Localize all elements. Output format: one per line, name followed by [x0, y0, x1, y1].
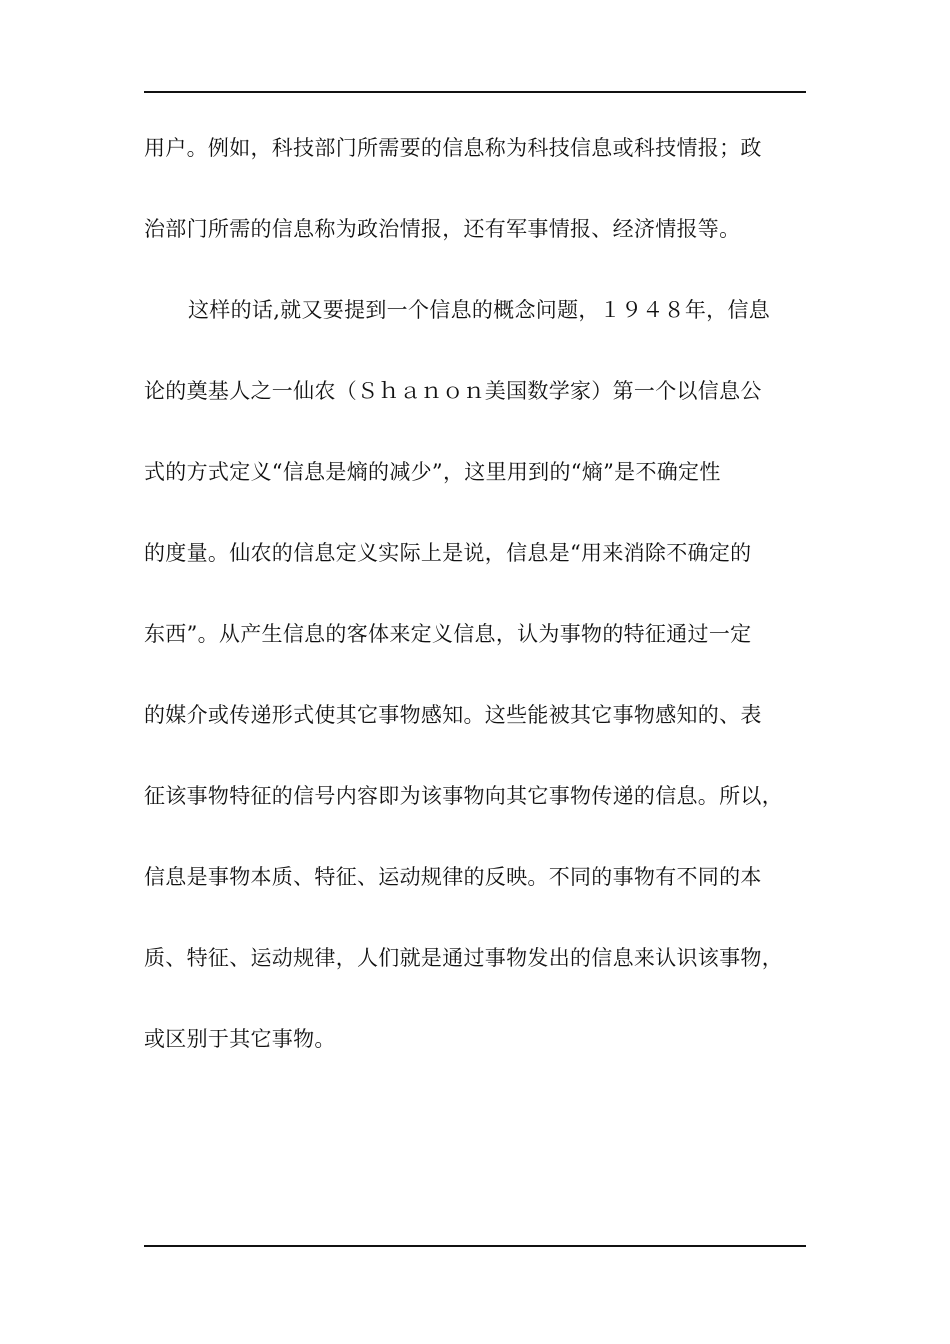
header-rule: [144, 91, 806, 93]
footer-rule: [144, 1245, 806, 1247]
text-line: 东西”。从产生信息的客体来定义信息，认为事物的特征通过一定: [144, 622, 752, 646]
text-line: 的媒介或传递形式使其它事物感知。这些能被其它事物感知的、表: [144, 703, 762, 727]
text-line: 的度量。仙农的信息定义实际上是说，信息是“用来消除不确定的: [144, 541, 752, 565]
paragraph-start-line: 这样的话,就又要提到一个信息的概念问题，１９４８年，信息: [188, 298, 771, 322]
text-line: 治部门所需的信息称为政治情报，还有军事情报、经济情报等。: [144, 217, 741, 241]
text-line: 论的奠基人之一仙农（Ｓｈａｎｏｎ美国数学家）第一个以信息公: [144, 379, 762, 403]
text-line: 用户。例如，科技部门所需要的信息称为科技信息或科技情报；政: [144, 136, 762, 160]
text-line: 信息是事物本质、特征、运动规律的反映。不同的事物有不同的本: [144, 865, 762, 889]
document-body: [144, 128, 806, 1100]
text-line: 或区别于其它事物。: [144, 1027, 336, 1051]
text-line: 征该事物特征的信号内容即为该事物向其它事物传递的信息。所以，: [144, 784, 783, 808]
text-line: 式的方式定义“信息是熵的减少”，这里用到的“熵”是不确定性: [144, 460, 721, 484]
text-line: 质、特征、运动规律，人们就是通过事物发出的信息来认识该事物，: [144, 946, 783, 970]
